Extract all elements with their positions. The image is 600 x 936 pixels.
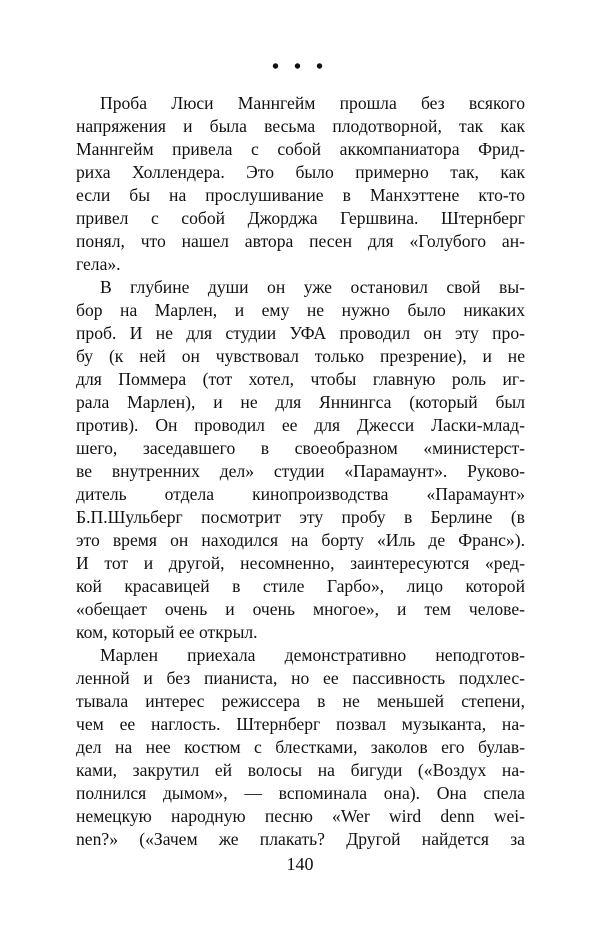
paragraph-2-line-11: Б.П.Шульберг посмотрит эту пробу в Берлине (в xyxy=(76,507,525,527)
paragraph-2-line-7: против). Он проводил ее для Джесси Ласки-млад- xyxy=(76,415,525,435)
paragraph-1-line-1: Проба Люси Маннгейм прошла без всякого xyxy=(100,93,525,113)
paragraph-2-line-5: для Поммера (тот хотел, чтобы главную роль иг- xyxy=(76,369,525,389)
paragraph-2-line-6: рала Марлен), и не для Яннингса (который был xyxy=(76,392,525,412)
paragraph-3-line-4: чем ее наглость. Штернберг позвал музыканта, на- xyxy=(76,714,525,734)
paragraph-1-line-5: если бы на прослушивание в Манхэттене кто-то xyxy=(76,185,525,205)
paragraph-3-line-3: тывала интерес режиссера в не меньшей степени, xyxy=(76,691,525,711)
paragraph-3-line-6: ками, закрутил ей волосы на бигуди («Воздух на- xyxy=(76,760,525,780)
paragraph-1-line-4: риха Холлендера. Это было примерно так, как xyxy=(76,162,525,182)
paragraph-2-line-1: В глубине души он уже остановил свой вы- xyxy=(100,277,525,297)
paragraph-2-line-15: «обещает очень и очень многое», и тем челове- xyxy=(76,599,525,619)
paragraph-1-line-6: привел с собой Джорджа Гершвина. Штернберг xyxy=(76,208,525,228)
paragraph-3-line-9: nen?» («Зачем же плакать? Другой найдется за xyxy=(76,829,525,849)
section-separator: • • • xyxy=(271,56,328,78)
paragraph-1-line-3: Маннгейм привела с собой аккомпаниатора Фрид- xyxy=(76,139,525,159)
paragraph-1-line-8: гела». xyxy=(76,254,121,274)
paragraph-2-line-9: ве внутренних дел» студии «Парамаунт». Руково- xyxy=(76,461,525,481)
paragraph-2-line-4: бу (к ней он чувствовал только презрение), и не xyxy=(76,346,525,366)
paragraph-2-line-16: ком, который ее открыл. xyxy=(76,622,258,642)
paragraph-2-line-8: шего, заседавшего в своеобразном «министерст- xyxy=(76,438,525,458)
paragraph-2-line-10: дитель отдела кинопроизводства «Парамаунт» xyxy=(76,484,525,504)
paragraph-1-line-7: понял, что нашел автора песен для «Голубого ан- xyxy=(76,231,525,251)
paragraph-2-line-12: это время он находился на борту «Иль де Франс»). xyxy=(76,530,525,550)
paragraph-2-line-13: И тот и другой, несомненно, заинтересуются «ред- xyxy=(76,553,525,573)
paragraph-3-line-5: дел на нее костюм с блестками, заколов его булав- xyxy=(76,737,525,757)
paragraph-3-line-7: полнился дымом», — вспоминала она). Она спела xyxy=(76,783,525,803)
paragraph-2-line-2: бор на Марлен, и ему не нужно было никаких xyxy=(76,300,525,320)
paragraph-3-line-2: ленной и без пианиста, но ее пассивность подхлес- xyxy=(76,668,525,688)
paragraph-3-line-1: Марлен приехала демонстративно неподготов- xyxy=(100,645,525,665)
paragraph-2-line-14: кой красавицей в стиле Гарбо», лицо которой xyxy=(76,576,525,596)
paragraph-1-line-2: напряжения и была весьма плодотворной, так как xyxy=(76,116,525,136)
paragraph-2-line-3: проб. И не для студии УФА проводил он эту про- xyxy=(76,323,525,343)
paragraph-3-line-8: немецкую народную песню «Wer wird denn wei- xyxy=(76,806,525,826)
page-number: 140 xyxy=(286,854,314,874)
